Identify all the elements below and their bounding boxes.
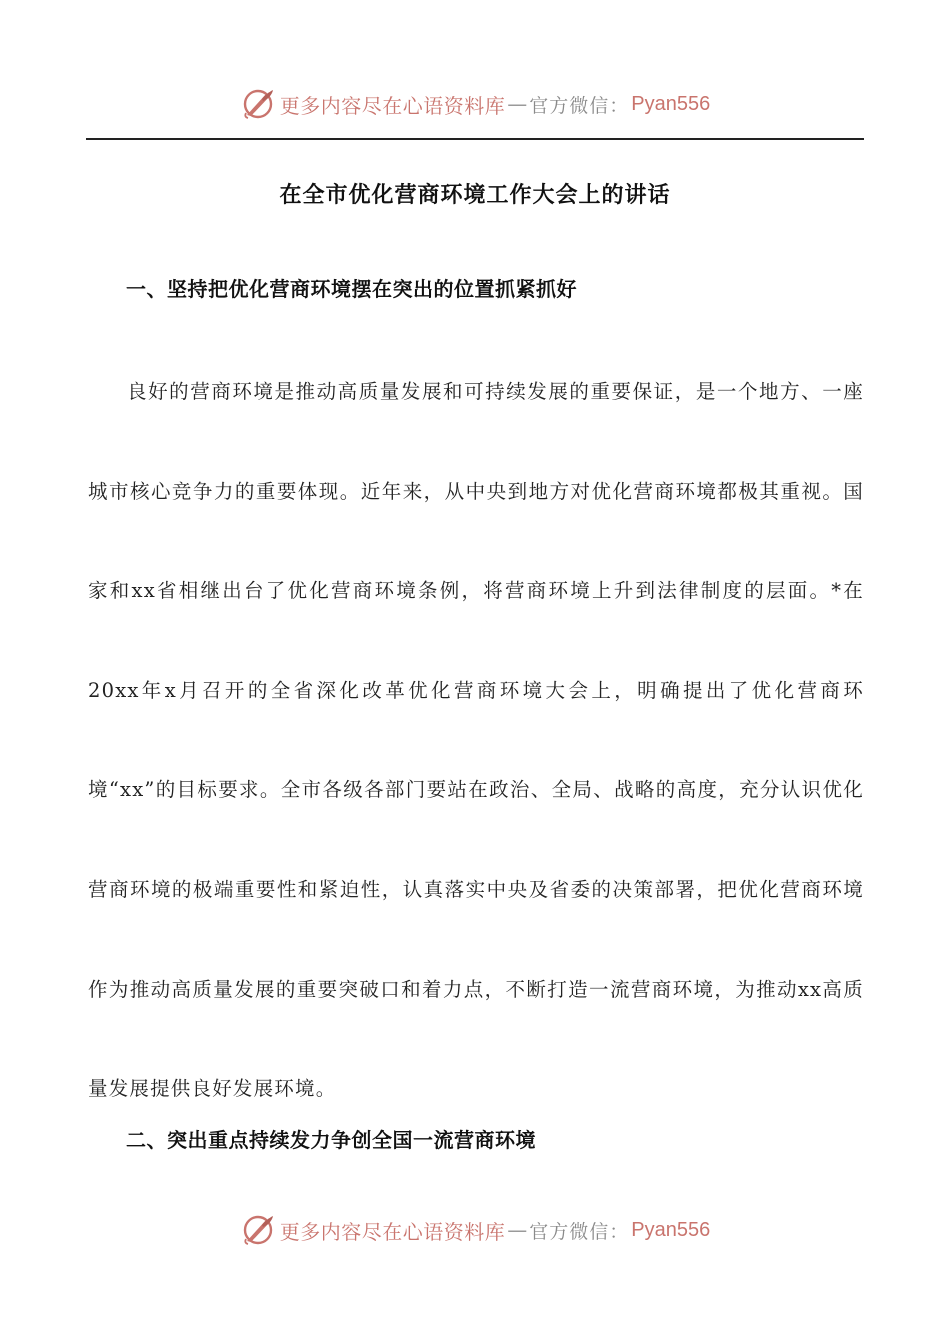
footer-separator: — xyxy=(507,1218,528,1242)
section-heading-1: 一、坚持把优化营商环境摆在突出的位置抓紧抓好 xyxy=(126,277,577,301)
footer-banner xyxy=(0,1210,950,1250)
quill-pen-logo-icon xyxy=(240,86,276,122)
header-divider xyxy=(86,138,864,140)
banner-wechat-id: Pyan556 xyxy=(631,92,711,115)
footer-wechat-id: Pyan556 xyxy=(631,1218,711,1241)
banner-contact-label: 官方微信： xyxy=(529,94,630,117)
document-title: 在全市优化营商环境工作大会上的讲话 xyxy=(279,183,671,208)
header-banner xyxy=(0,84,950,124)
banner-brand-text: 更多内容尽在心语资料库 xyxy=(279,93,506,118)
section-heading-2: 二、突出重点持续发力争创全国一流营商环境 xyxy=(126,1128,536,1152)
footer-brand-text: 更多内容尽在心语资料库 xyxy=(279,1219,506,1244)
banner-separator: — xyxy=(507,92,528,116)
footer-contact-label: 官方微信： xyxy=(529,1220,630,1243)
quill-pen-logo-icon xyxy=(240,1212,276,1248)
section-1-paragraph: 良好的营商环境是推动高质量发展和可持续发展的重要保证，是一个地方、一座城市核心竞争力的重要体现。近年来，从中央到地方对优化营商环境都极其重视。国家和xx省相继出台了优化营商环境条例，将营商环境上升到法律制度的层面。*在20xx年x月召开的全省深化改革优化营商环境大会上，明确提出了优化营商环境“xx”的目标要求。全市各级各部门要站在政治、全局、战略的高度，充分认识优化营商环境的极端重要性和紧迫性，认真落实中央及省委的决策部署，把优化营商环境作为推动高质量发展的重要突破口和着力点，不断打造一流营商环境，为推动xx高质量发展提供良好发展环境。 xyxy=(88,380,864,1101)
